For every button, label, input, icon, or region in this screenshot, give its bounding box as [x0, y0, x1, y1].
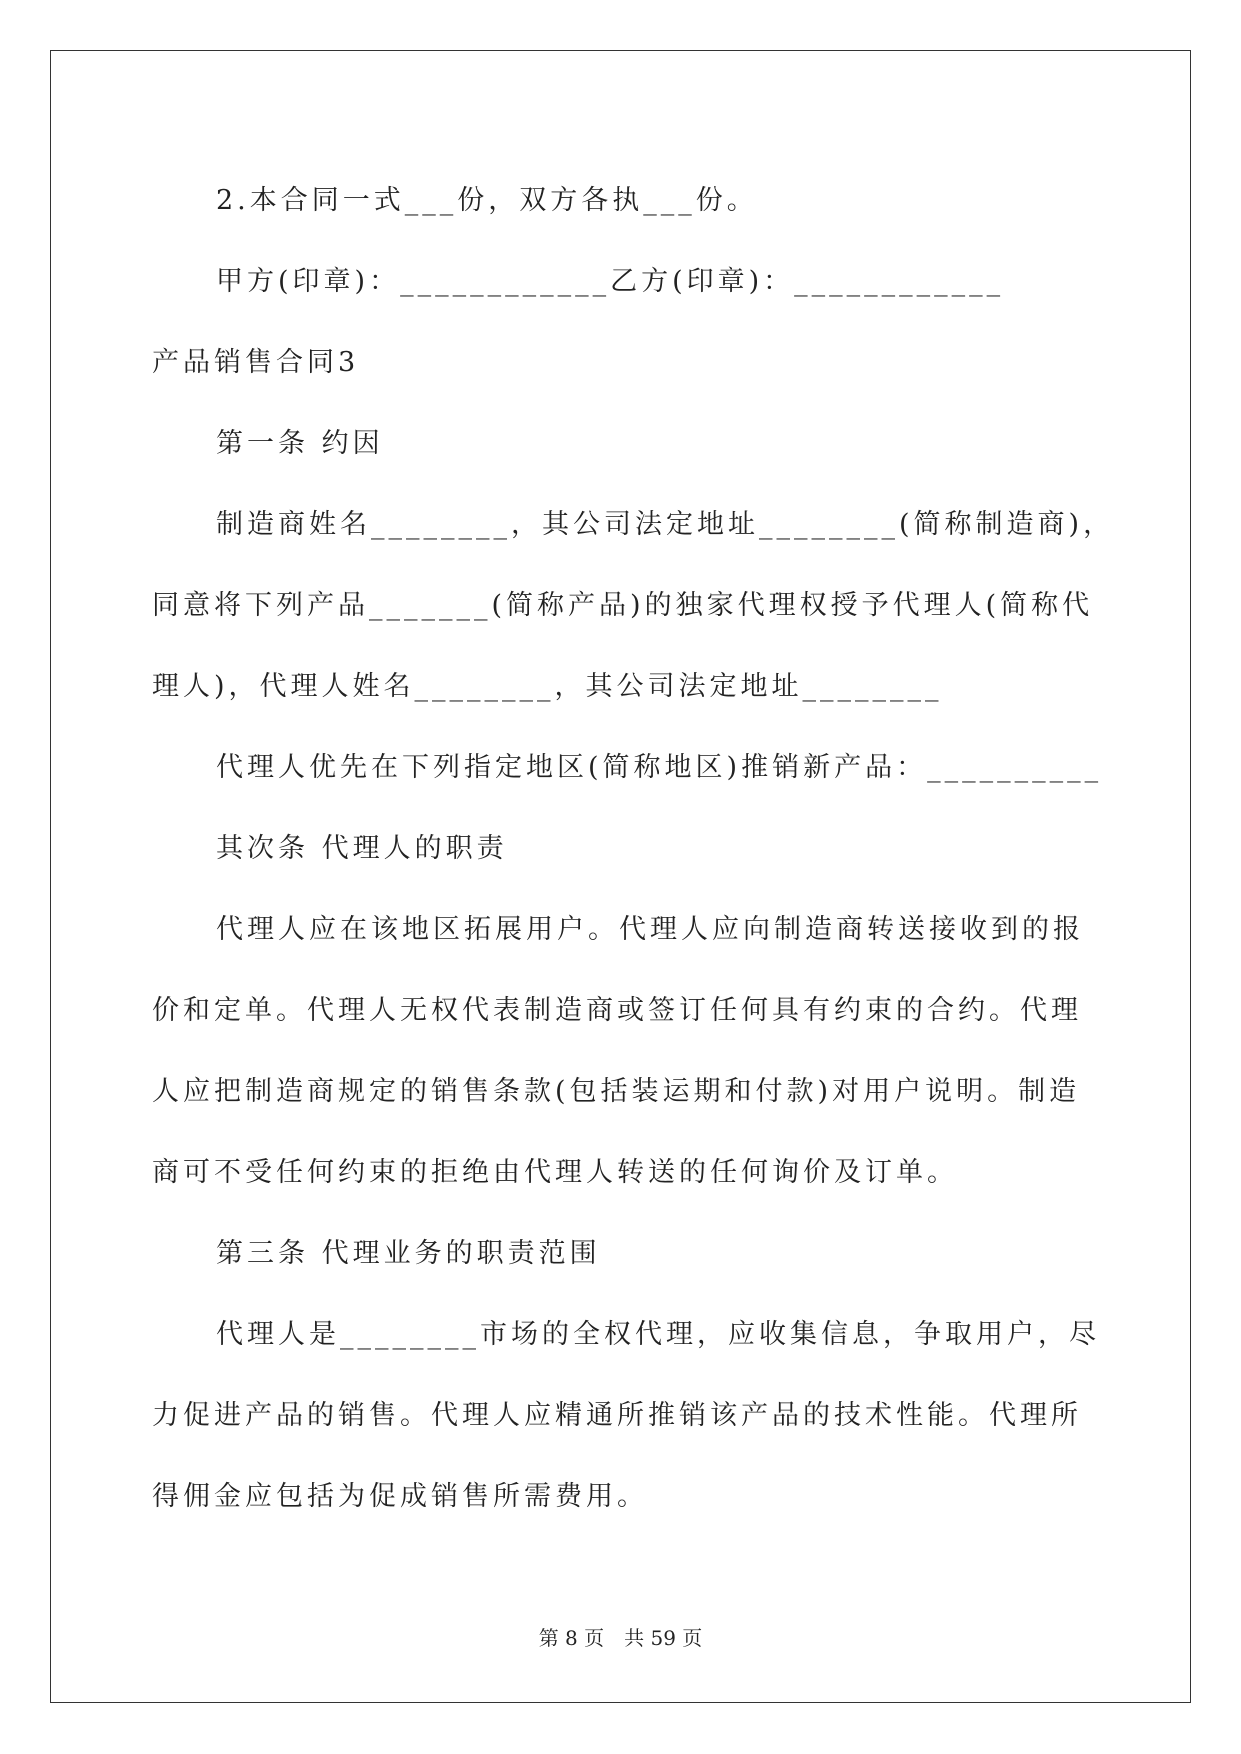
paragraph-line: 力促进产品的销售。代理人应精通所推销该产品的技术性能。代理所 — [152, 1400, 1082, 1431]
article-3-heading: 第三条 代理业务的职责范围 — [216, 1238, 601, 1269]
document-body — [152, 160, 1115, 1537]
paragraph-line: 代理人优先在下列指定地区(简称地区)推销新产品：__________ — [216, 752, 1103, 783]
paragraph-line: 商可不受任何约束的拒绝由代理人转送的任何询价及订单。 — [152, 1157, 958, 1188]
paragraph-line: 价和定单。代理人无权代表制造商或签订任何具有约束的合约。代理 — [152, 995, 1082, 1026]
paragraph-line: 得佣金应包括为促成销售所需费用。 — [152, 1481, 648, 1512]
clause-copies-line: 2.本合同一式___份，双方各执___份。 — [216, 185, 758, 216]
paragraph-line: 人应把制造商规定的销售条款(包括装运期和付款)对用户说明。制造 — [152, 1076, 1081, 1107]
contract-title: 产品销售合同3 — [152, 347, 360, 378]
paragraph-line: 理人)，代理人姓名________，其公司法定地址________ — [152, 671, 943, 702]
paragraph-line: 代理人是________市场的全权代理，应收集信息，争取用户，尽 — [216, 1319, 1100, 1350]
page-number: 第 8 页 共 59 页 — [538, 1626, 703, 1650]
article-1-heading: 第一条 约因 — [216, 428, 384, 459]
paragraph-line: 同意将下列产品_______(简称产品)的独家代理权授予代理人(简称代 — [152, 590, 1094, 621]
signature-line: 甲方(印章)：____________乙方(印章)：____________ — [216, 266, 1005, 297]
paragraph-line: 代理人应在该地区拓展用户。代理人应向制造商转送接收到的报 — [216, 914, 1084, 945]
paragraph-line: 制造商姓名________，其公司法定地址________(简称制造商)， — [216, 509, 1115, 540]
article-2-heading: 其次条 代理人的职责 — [216, 833, 508, 864]
